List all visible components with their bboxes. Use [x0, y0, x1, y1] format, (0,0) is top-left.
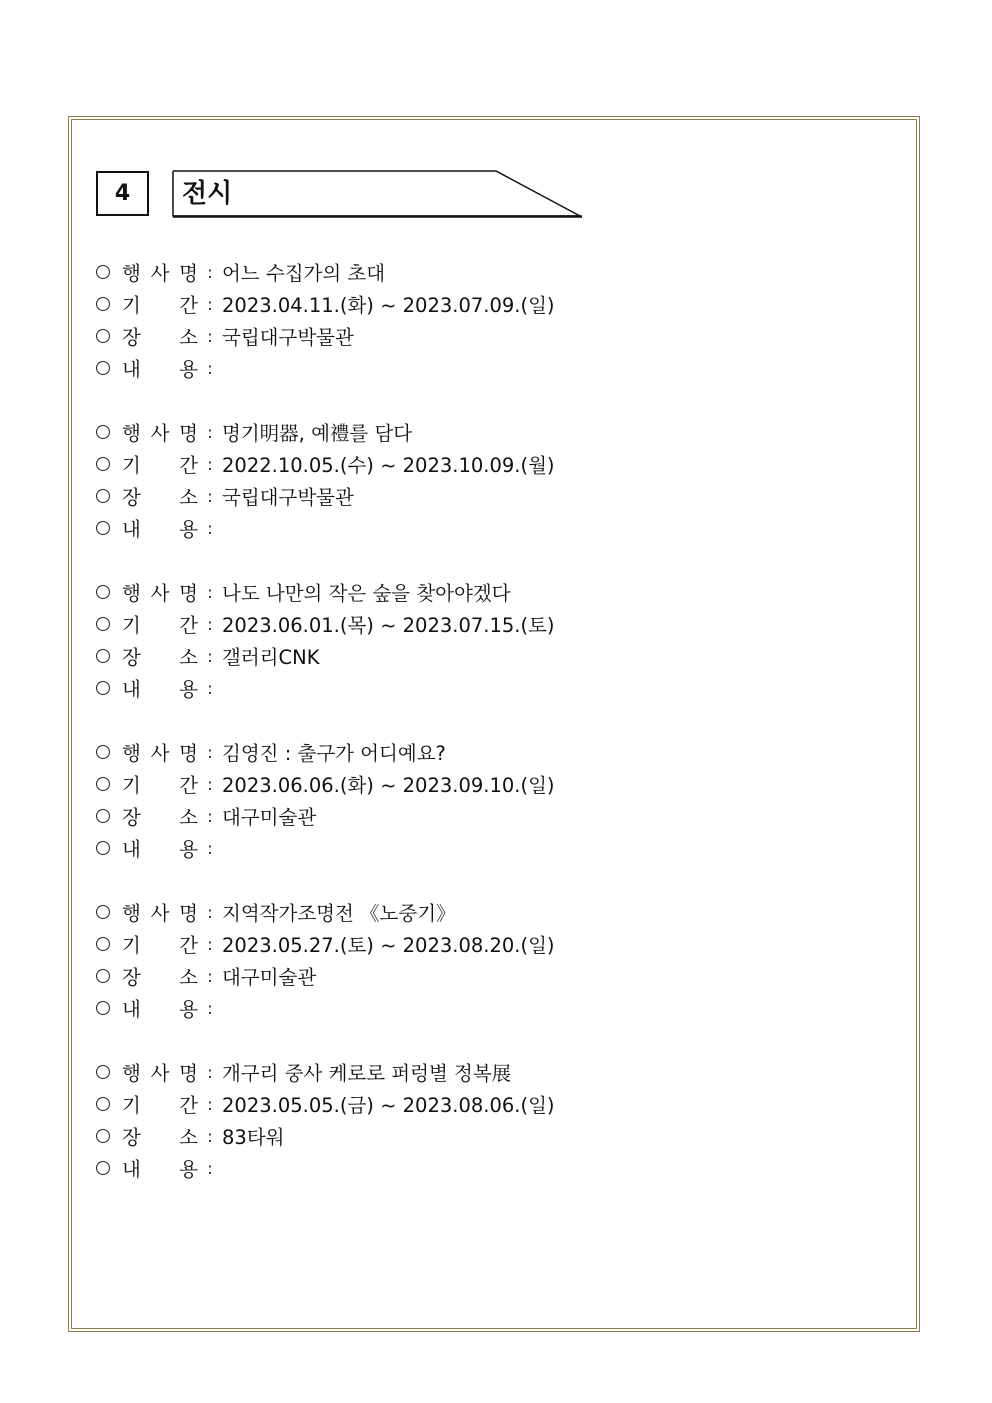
event-period-row [94, 448, 894, 480]
label-separator: : [207, 614, 213, 634]
circle-bullet-icon [96, 681, 110, 695]
event-place-row [94, 800, 894, 832]
event-period: 2023.05.05.(금) ~ 2023.08.06.(일) [222, 1094, 555, 1117]
event-content-row [94, 672, 894, 704]
circle-bullet-icon [96, 297, 110, 311]
event-name-label: 행 사 명 [122, 742, 198, 765]
event-entry [94, 576, 894, 704]
event-place-label: 장 소 [122, 486, 198, 509]
event-period-label: 기 간 [122, 294, 198, 317]
event-content-label: 내 용 [122, 998, 198, 1021]
circle-bullet-icon [96, 1097, 110, 1111]
event-name-label: 행 사 명 [122, 582, 198, 605]
circle-bullet-icon [96, 329, 110, 343]
event-name-label: 행 사 명 [122, 262, 198, 285]
event-entry [94, 416, 894, 544]
event-name-row [94, 416, 894, 448]
event-period-row [94, 768, 894, 800]
event-name-row [94, 576, 894, 608]
circle-bullet-icon [96, 1001, 110, 1015]
event-period-label: 기 간 [122, 934, 198, 957]
event-name-row [94, 256, 894, 288]
event-place-label: 장 소 [122, 1126, 198, 1149]
event-period-row [94, 928, 894, 960]
circle-bullet-icon [96, 1161, 110, 1175]
event-place: 국립대구박물관 [222, 486, 354, 509]
label-separator: : [207, 1094, 213, 1114]
event-place-row [94, 320, 894, 352]
circle-bullet-icon [96, 969, 110, 983]
event-period-label: 기 간 [122, 614, 198, 637]
section-number: 4 [96, 171, 149, 216]
event-place: 83타워 [222, 1126, 285, 1149]
event-place-row [94, 1120, 894, 1152]
event-name-row [94, 736, 894, 768]
label-separator: : [207, 774, 213, 794]
event-content-row [94, 352, 894, 384]
label-separator: : [207, 1062, 213, 1082]
event-place-row [94, 480, 894, 512]
event-name: 나도 나만의 작은 숲을 찾아야겠다 [222, 582, 511, 605]
event-entry [94, 736, 894, 864]
label-separator: : [207, 934, 213, 954]
label-separator: : [207, 678, 213, 698]
event-name: 김영진 : 출구가 어디예요? [222, 742, 446, 765]
section-title-box [170, 168, 590, 220]
event-entry [94, 1056, 894, 1184]
circle-bullet-icon [96, 905, 110, 919]
label-separator: : [207, 518, 213, 538]
circle-bullet-icon [96, 265, 110, 279]
label-separator: : [207, 262, 213, 282]
event-content-row [94, 1152, 894, 1184]
event-place-label: 장 소 [122, 646, 198, 669]
event-place: 대구미술관 [222, 806, 317, 829]
label-separator: : [207, 742, 213, 762]
event-period-label: 기 간 [122, 774, 198, 797]
event-name-row [94, 1056, 894, 1088]
circle-bullet-icon [96, 425, 110, 439]
event-period-row [94, 288, 894, 320]
label-separator: : [207, 294, 213, 314]
event-place: 갤러리CNK [222, 646, 320, 669]
event-period: 2023.06.01.(목) ~ 2023.07.15.(토) [222, 614, 555, 637]
circle-bullet-icon [96, 457, 110, 471]
circle-bullet-icon [96, 745, 110, 759]
circle-bullet-icon [96, 617, 110, 631]
label-separator: : [207, 422, 213, 442]
event-content-label: 내 용 [122, 518, 198, 541]
circle-bullet-icon [96, 841, 110, 855]
event-period: 2022.10.05.(수) ~ 2023.10.09.(월) [222, 454, 555, 477]
event-name-row [94, 896, 894, 928]
label-separator: : [207, 358, 213, 378]
event-period: 2023.05.27.(토) ~ 2023.08.20.(일) [222, 934, 555, 957]
event-period: 2023.06.06.(화) ~ 2023.09.10.(일) [222, 774, 555, 797]
section-title: 전시 [182, 179, 233, 209]
event-content-label: 내 용 [122, 1158, 198, 1181]
event-content-label: 내 용 [122, 838, 198, 861]
circle-bullet-icon [96, 777, 110, 791]
event-place-label: 장 소 [122, 966, 198, 989]
event-content-label: 내 용 [122, 678, 198, 701]
event-entry [94, 896, 894, 1024]
event-place-row [94, 960, 894, 992]
circle-bullet-icon [96, 1129, 110, 1143]
label-separator: : [207, 902, 213, 922]
event-period-label: 기 간 [122, 454, 198, 477]
event-content-row [94, 992, 894, 1024]
circle-bullet-icon [96, 521, 110, 535]
label-separator: : [207, 998, 213, 1018]
event-period-label: 기 간 [122, 1094, 198, 1117]
event-content-row [94, 512, 894, 544]
circle-bullet-icon [96, 585, 110, 599]
label-separator: : [207, 806, 213, 826]
label-separator: : [207, 1158, 213, 1178]
circle-bullet-icon [96, 649, 110, 663]
event-name-label: 행 사 명 [122, 1062, 198, 1085]
circle-bullet-icon [96, 489, 110, 503]
event-name-label: 행 사 명 [122, 902, 198, 925]
label-separator: : [207, 582, 213, 602]
event-place-label: 장 소 [122, 326, 198, 349]
event-entry [94, 256, 894, 384]
event-name: 개구리 중사 케로로 퍼렁별 정복展 [222, 1062, 512, 1085]
event-name: 어느 수집가의 초대 [222, 262, 386, 285]
event-list [94, 256, 894, 1216]
label-separator: : [207, 454, 213, 474]
event-content-row [94, 832, 894, 864]
label-separator: : [207, 646, 213, 666]
circle-bullet-icon [96, 361, 110, 375]
circle-bullet-icon [96, 809, 110, 823]
label-separator: : [207, 838, 213, 858]
label-separator: : [207, 1126, 213, 1146]
event-place-row [94, 640, 894, 672]
circle-bullet-icon [96, 1065, 110, 1079]
event-name: 지역작가조명전 《노중기》 [222, 902, 456, 925]
event-place: 대구미술관 [222, 966, 317, 989]
circle-bullet-icon [96, 937, 110, 951]
event-period-row [94, 1088, 894, 1120]
label-separator: : [207, 966, 213, 986]
label-separator: : [207, 326, 213, 346]
event-place: 국립대구박물관 [222, 326, 354, 349]
event-name: 명기明器, 예禮를 담다 [222, 422, 413, 445]
event-content-label: 내 용 [122, 358, 198, 381]
label-separator: : [207, 486, 213, 506]
event-place-label: 장 소 [122, 806, 198, 829]
event-period-row [94, 608, 894, 640]
event-period: 2023.04.11.(화) ~ 2023.07.09.(일) [222, 294, 555, 317]
event-name-label: 행 사 명 [122, 422, 198, 445]
